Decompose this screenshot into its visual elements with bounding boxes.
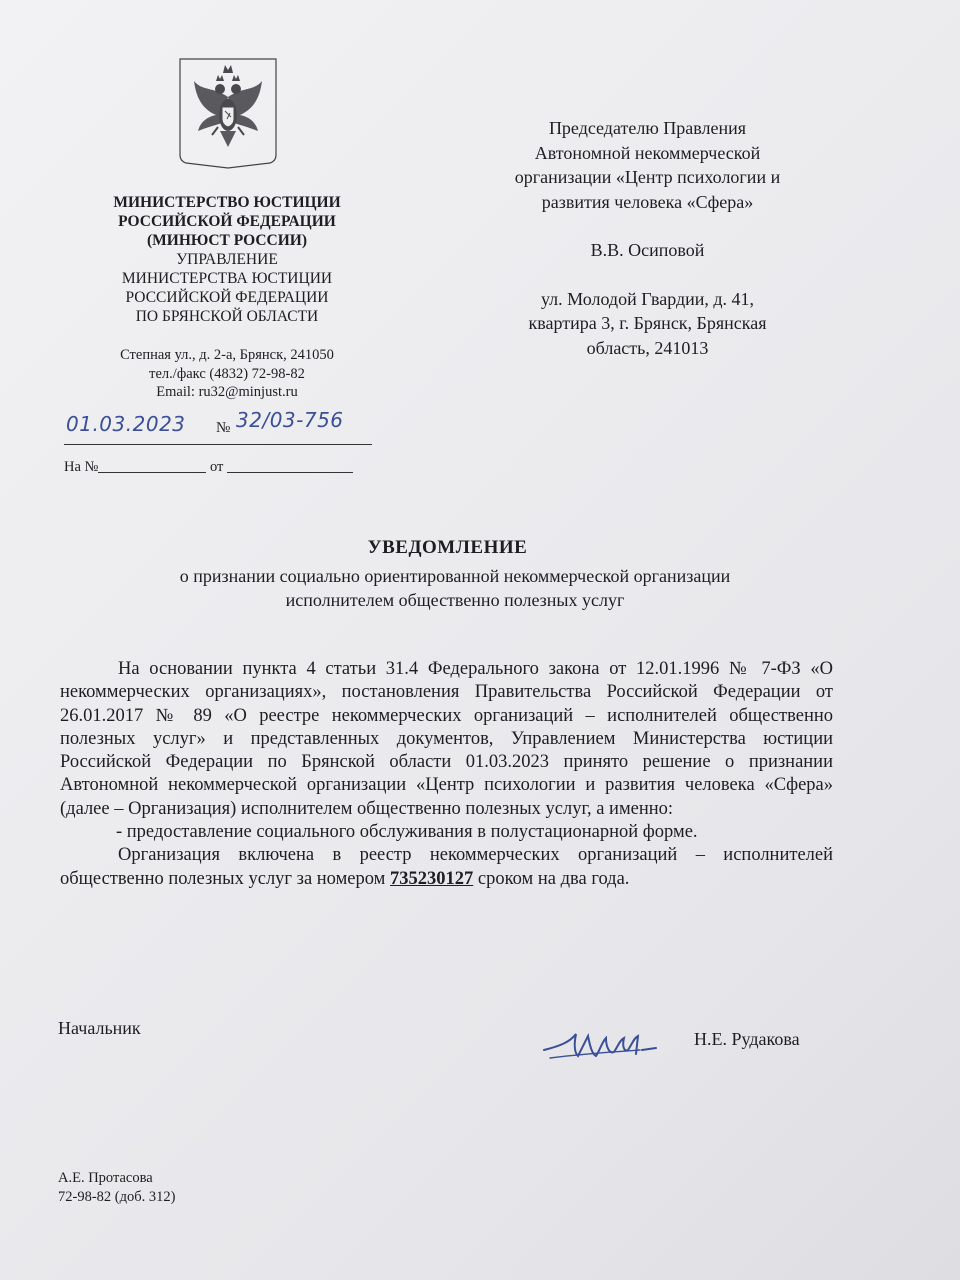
ministry-name-line: (МИНЮСТ РОССИИ) [146, 232, 308, 249]
handwritten-signature [540, 1020, 670, 1068]
addressee-address-line: квартира 3, г. Брянск, Брянская [528, 313, 767, 333]
addressee-position-line: Председателю Правления [548, 118, 747, 138]
registration-number-label: № [216, 420, 231, 436]
performer-name: А.Е. Протасова [58, 1170, 153, 1186]
registration-line [64, 408, 372, 445]
addressee-address [470, 287, 825, 361]
department-line: РОССИЙСКОЙ ФЕДЕРАЦИИ [125, 289, 329, 306]
addressee-name: В.В. Осиповой [590, 240, 705, 260]
addressee-address-line: область, 241013 [586, 337, 709, 358]
reference-number-label: На № [64, 459, 99, 475]
sender-email: Email: ru32@minjust.ru [156, 384, 298, 400]
registry-text-before: Организация включена в реестр некоммерческих организаций – исполнителей общественно полезных услуг за номером [60, 845, 833, 889]
reference-row [64, 458, 376, 476]
ministry-name-line: МИНИСТЕРСТВО ЮСТИЦИИ [113, 194, 341, 211]
ministry-name-line: РОССИЙСКОЙ ФЕДЕРАЦИИ [118, 213, 336, 230]
reference-date-blank [227, 458, 353, 473]
document-body [60, 658, 833, 891]
body-paragraph-registry [60, 844, 833, 891]
sender-contacts [62, 346, 392, 402]
department-line: УПРАВЛЕНИЕ [176, 251, 278, 268]
performer-phone: 72-98-82 (доб. 312) [58, 1189, 176, 1205]
department-line: МИНИСТЕРСТВА ЮСТИЦИИ [121, 270, 333, 287]
sender-block [62, 193, 392, 326]
coat-of-arms-icon [178, 57, 278, 169]
addressee-position-line: Автономной некоммерческой [534, 142, 761, 163]
document-subtitle [60, 564, 850, 612]
performer-block [58, 1169, 175, 1207]
sender-address: Степная ул., д. 2-а, Брянск, 241050 [120, 347, 334, 363]
sender-phone: тел./факс (4832) 72-98-82 [149, 365, 305, 382]
service-list-item: - предоставление социального обслуживания в полустационарной форме. [116, 822, 698, 843]
registration-number: 32/03-756 [236, 408, 344, 432]
registry-number: 735230127 [389, 868, 474, 889]
signatory-position: Начальник [58, 1018, 141, 1038]
addressee-block [470, 116, 825, 360]
subtitle-line: исполнителем общественно полезных услуг [285, 590, 625, 610]
reference-from-label: от [210, 459, 224, 475]
registry-text-after: сроком на два года. [473, 868, 630, 889]
reference-number-blank [98, 458, 206, 473]
addressee-position-line: развития человека «Сфера» [541, 191, 754, 212]
registration-date: 01.03.2023 [66, 412, 186, 436]
department-line: ПО БРЯНСКОЙ ОБЛАСТИ [135, 308, 319, 325]
signatory-name: Н.Е. Рудакова [694, 1029, 800, 1049]
addressee-address-line: ул. Молодой Гвардии, д. 41, [540, 288, 755, 309]
document-title: УВЕДОМЛЕНИЕ [367, 537, 528, 558]
subtitle-line: о признании социально ориентированной некоммерческой организации [179, 566, 731, 586]
addressee-position [470, 116, 825, 214]
addressee-position-line: организации «Центр психологии и [514, 167, 781, 187]
body-paragraph: На основании пункта 4 статьи 31.4 Федерального закона от 12.01.1996 № 7-ФЗ «О некоммерческих организациях», постановления Правительства Российской Федерации от 26.01.2017 № 89 «О реестре некоммерческих организаций – исполнителей общественно полезных услуг» и представленных документов, Управлением Министерства юстиции Российской Федерации по Брянской области 01.03.2023 принято решение о признании Автономной некоммерческой организации «Центр психологии и развития человека «Сфера» (далее – Организация) исполнителем общественно полезных услуг, а именно: [60, 659, 833, 819]
